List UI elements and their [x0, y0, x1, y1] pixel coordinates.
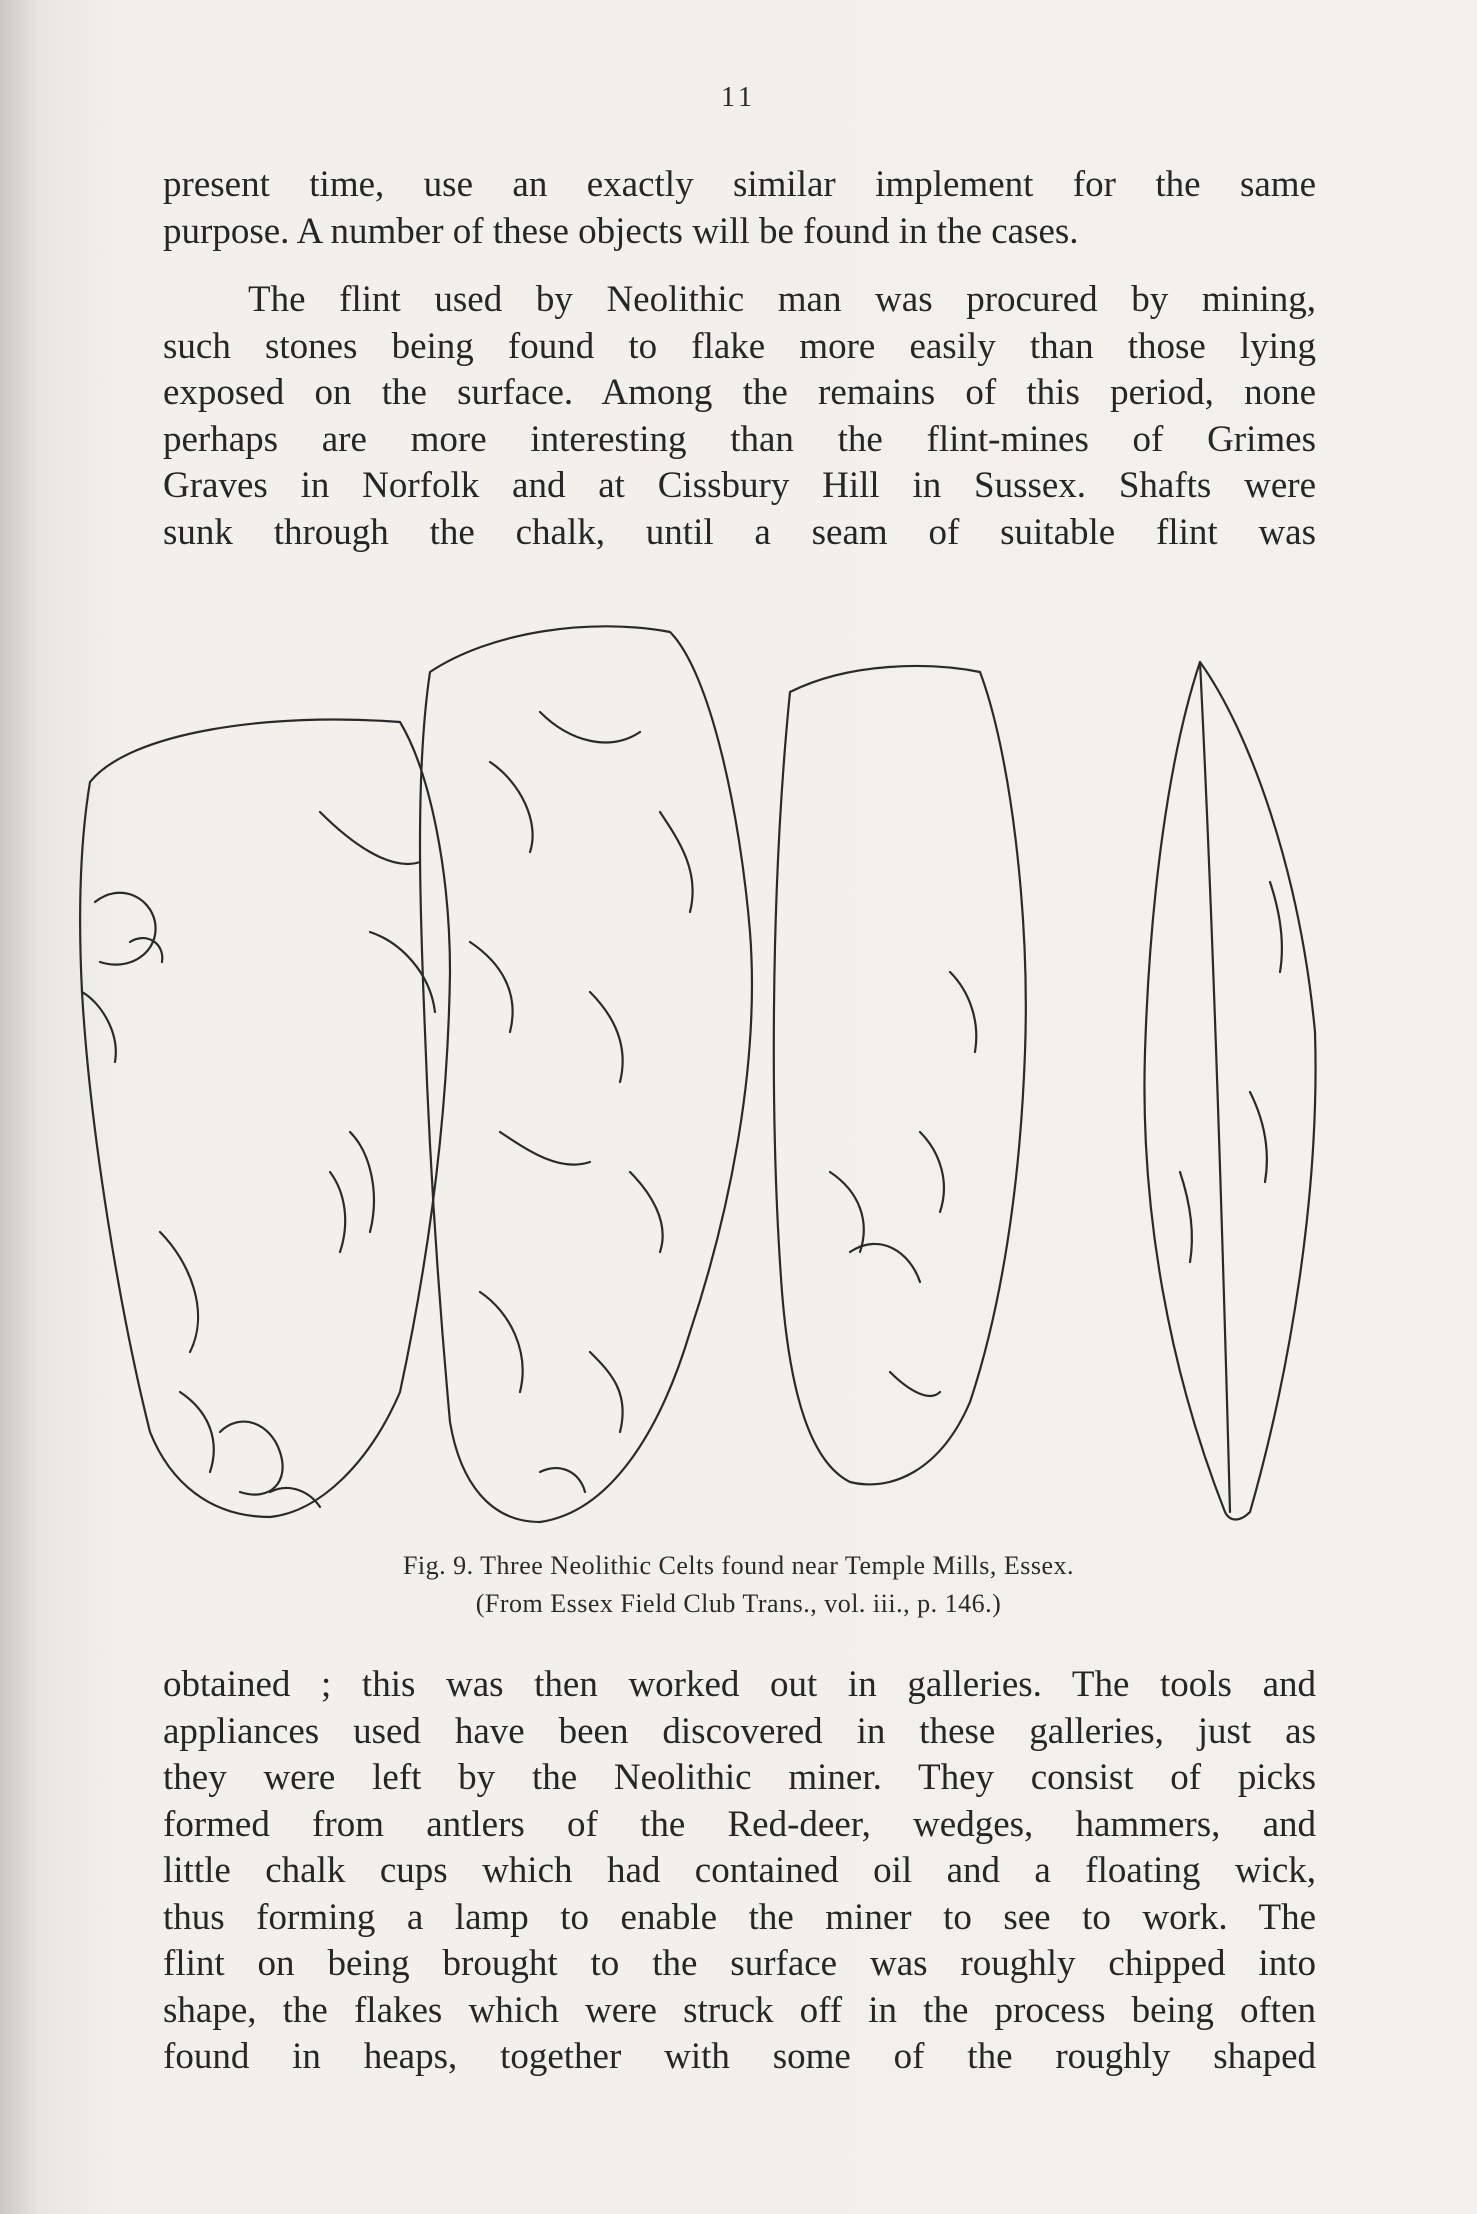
text-line: The flint used by Neolithic man was procured by mining, [248, 279, 1316, 320]
text-line: thus forming a lamp to enable the miner to see to work. The [163, 1896, 1316, 1938]
celt-right-drawing [774, 666, 1026, 1484]
celt-middle-drawing [420, 626, 752, 1522]
text-line: obtained ; this was then worked out in galleries. The tools and [163, 1664, 1316, 1705]
text-line: perhaps are more interesting than the flint-mines of Grimes [163, 418, 1316, 460]
text-line: exposed on the surface. Among the remains of this period, none [163, 372, 1316, 413]
text-line: found in heaps, together with some of the roughly shaped [163, 2036, 1316, 2077]
celts-illustration [70, 612, 1360, 1527]
figure-caption-line2: (From Essex Field Club Trans., vol. iii., p. 146.) [475, 1589, 1002, 1618]
top-paragraphs [163, 162, 1316, 556]
page-number: 11 [721, 82, 756, 113]
figure-caption-line1: Fig. 9. Three Neolithic Celts found near Temple Mills, Essex. [402, 1551, 1075, 1580]
text-line: flint on being brought to the surface was roughly chipped into [163, 1943, 1316, 1984]
text-line: purpose. A number of these objects will be found in the cases. [163, 210, 1079, 252]
celt-side-drawing [1144, 662, 1315, 1520]
text-line: present time, use an exactly similar implement for the same [163, 164, 1316, 205]
text-line: appliances used have been discovered in these galleries, just as [163, 1710, 1316, 1752]
text-line: sunk through the chalk, until a seam of suitable flint was [163, 511, 1316, 553]
text-line: shape, the flakes which were struck off in the process being often [163, 1989, 1316, 2031]
celt-left-drawing [80, 720, 450, 1518]
text-line: little chalk cups which had contained oil and a floating wick, [163, 1850, 1316, 1891]
text-line: formed from antlers of the Red-deer, wedges, hammers, and [163, 1803, 1316, 1845]
bottom-paragraph [163, 1662, 1316, 2081]
text-line: such stones being found to flake more easily than those lying [163, 325, 1316, 367]
text-line: Graves in Norfolk and at Cissbury Hill in Sussex. Shafts were [163, 465, 1316, 506]
text-line: they were left by the Neolithic miner. They consist of picks [163, 1757, 1316, 1798]
